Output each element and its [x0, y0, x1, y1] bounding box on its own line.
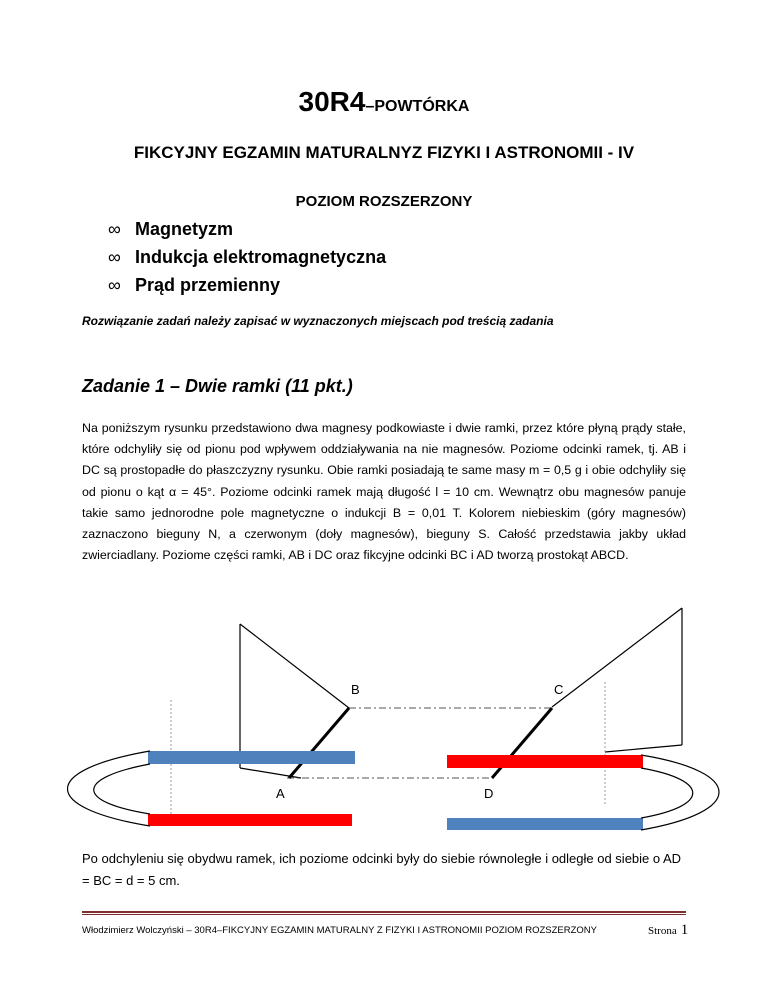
list-item	[108, 215, 386, 243]
title-suffix: –POWTÓRKA	[365, 98, 470, 115]
left-magnet	[68, 751, 356, 826]
topic-label: Prąd przemienny	[135, 275, 281, 295]
left-magnet-north-pole	[148, 751, 355, 764]
right-magnet-body	[641, 755, 719, 830]
title-code: 30R4	[298, 86, 366, 117]
task-body: Na poniższym rysunku przedstawiono dwa magnesy podkowiaste i dwie ramki, przez które płyną prądy stałe, które odchyliły się od pionu pod wpływem oddziaływania na nie magnesów. Poziome odcinki ramek, tj. AB i DC są prostopadłe do płaszczyzny rysunku. Obie ramki posiadają te same masy m = 0,5 g i obie odchyliły się od pionu o kąt α = 45°. Poziome odcinki ramek mają długość l = 10 cm. Wewnątrz obu magnesów panuje takie samo jednorodne pole magnetyczne o indukcji B = 0,01 T. Kolorem niebieskim (góry magnesów) zaznaczono bieguny N, a czerwonym (doły magnesów), bieguny S. Całość przedstawia jakby układ zwierciadlany. Poziome części ramki, AB i DC oraz fikcyjne odcinki BC i AD tworzą prostokąt ABCD.	[82, 421, 686, 563]
topics-list	[108, 215, 386, 299]
page-label: Strona	[648, 925, 677, 937]
label-d: D	[484, 786, 494, 801]
footer-divider-thin	[82, 914, 686, 915]
label-a: A	[276, 786, 285, 801]
list-item	[108, 271, 386, 299]
footer-divider	[82, 911, 686, 913]
exam-title: FIKCYJNY EGZAMIN MATURALNYZ FIZYKI I ASTRONOMII - IV	[133, 143, 635, 162]
exam-level: POZIOM ROZSZERZONY	[295, 193, 473, 210]
infinity-bullet-icon: ∞	[108, 247, 121, 267]
task-after-figure: Po odchyleniu się obydwu ramek, ich poziome odcinki były do siebie równoległe i odległe od siebie o AD = BC = d = 5 cm.	[82, 851, 682, 888]
magnets-diagram	[0, 580, 768, 840]
topic-label: Magnetyzm	[135, 219, 234, 239]
infinity-bullet-icon: ∞	[108, 275, 121, 295]
label-b: B	[351, 682, 360, 697]
segment-ab	[289, 708, 349, 778]
task-heading: Zadanie 1 – Dwie ramki (11 pkt.)	[82, 376, 353, 396]
page-number	[648, 921, 688, 939]
left-magnet-south-pole	[148, 814, 352, 826]
right-magnet-south-pole	[447, 755, 643, 768]
instruction-note: Rozwiązanie zadań należy zapisać w wyznaczonych miejscach pod treścią zadania	[82, 314, 554, 328]
topic-label: Indukcja elektromagnetyczna	[135, 247, 387, 267]
label-c: C	[554, 682, 564, 697]
right-frame	[552, 608, 682, 806]
document-title	[0, 86, 768, 118]
left-magnet-body	[68, 751, 151, 826]
infinity-bullet-icon: ∞	[108, 219, 121, 239]
page-number-value: 1	[680, 922, 689, 938]
right-magnet-north-pole	[447, 818, 643, 830]
left-frame	[171, 624, 349, 818]
footer-text: Włodzimierz Wolczyński – 30R4–FIKCYJNY EGZAMIN MATURALNY Z FIZYKI I ASTRONOMII POZIOM ROZSZERZONY	[82, 925, 598, 936]
list-item	[108, 243, 386, 271]
